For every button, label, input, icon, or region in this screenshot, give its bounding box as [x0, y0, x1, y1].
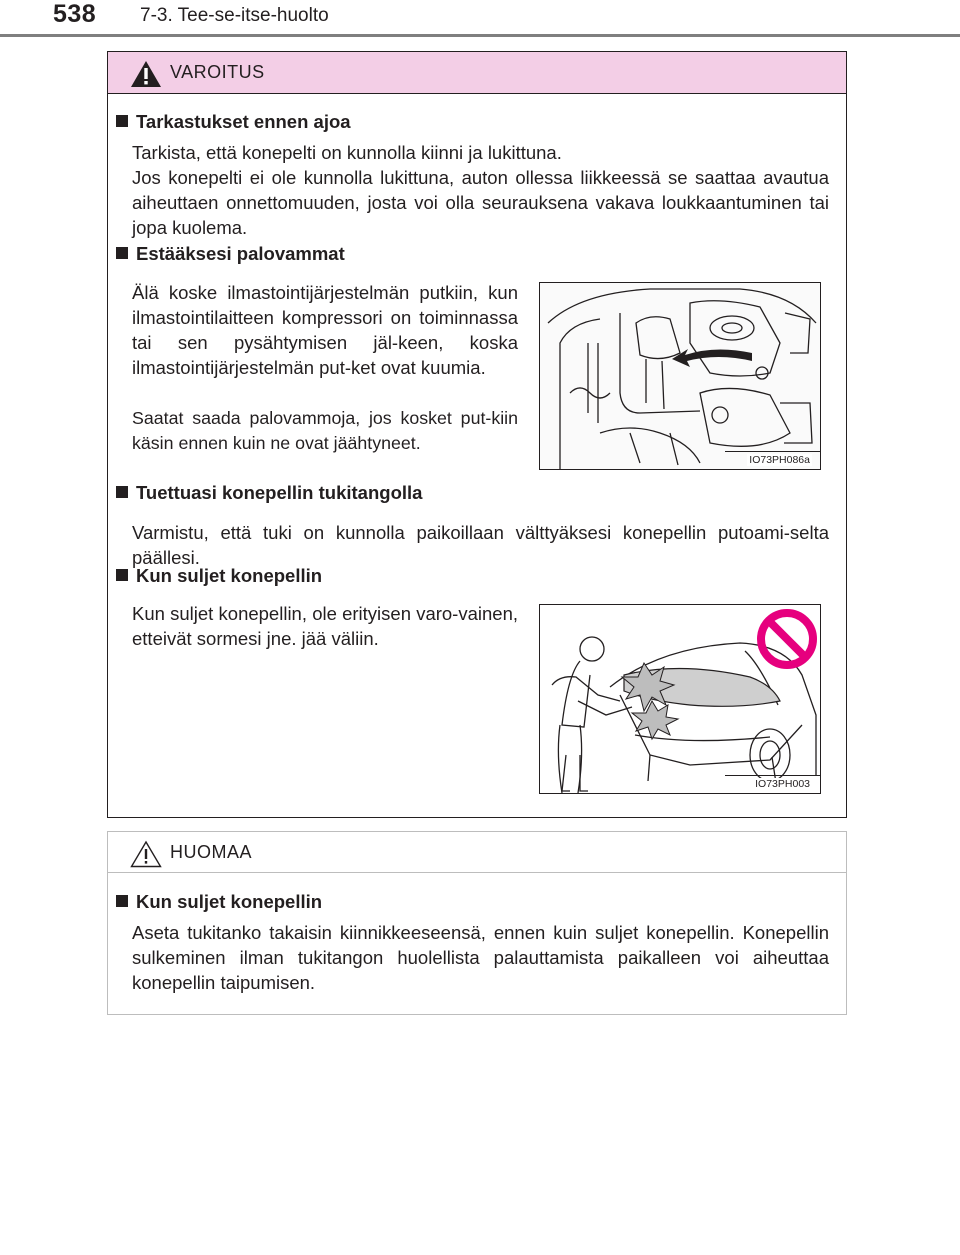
bullet-square-icon — [116, 486, 128, 498]
warning-heading-support-rod — [116, 482, 422, 504]
notice-header — [108, 832, 846, 873]
inspection-text-2: Jos konepelti ei ole kunnolla lukittuna, auton ollessa liikkeessä se saattaa avautua aiheuttaen onnettomuuden, josta voi olla seurauksena vakava loukkaantuminen tai jopa kuolema. — [132, 167, 829, 238]
heading-text: Kun suljet konepellin — [136, 891, 323, 912]
warning-triangle-icon — [130, 60, 162, 88]
bullet-square-icon — [116, 569, 128, 581]
engine-bay-illustration — [540, 283, 821, 470]
figure-code-rule — [725, 775, 820, 776]
heading-text: Tuettuasi konepellin tukitangolla — [136, 482, 423, 503]
bullet-square-icon — [116, 115, 128, 127]
bullet-square-icon — [116, 895, 128, 907]
notice-heading-closing-hood — [116, 891, 322, 913]
header-divider — [0, 34, 960, 37]
heading-text: Kun suljet konepellin — [136, 565, 323, 586]
support-rod-text: Varmistu, että tuki on kunnolla paikoillaan välttyäksesi konepellin putoami-selta päällesi. — [132, 522, 829, 568]
burns-text-1: Älä koske ilmastointijärjestelmän putkiin, kun ilmastointilaitteen kompressori on toiminnassa tai sen pysähtymisen jäl-keen, koska ilmastointijärjestelmän put-ket ovat kuumia. — [132, 282, 518, 378]
notice-title: HUOMAA — [170, 842, 253, 862]
inspection-text-1: Tarkista, että konepelti on kunnolla kiinni ja lukittuna. — [132, 142, 562, 163]
page-header — [0, 0, 960, 40]
warning-box — [107, 51, 847, 818]
burns-text-2: Saatat saada palovammoja, jos kosket put-kiin käsin ennen kuin ne ovat jäähtyneet. — [132, 408, 518, 453]
page-number: 538 — [53, 0, 97, 28]
figure-code: IO73PH003 — [755, 778, 810, 790]
bullet-square-icon — [116, 247, 128, 259]
warning-heading-closing-hood — [116, 565, 322, 587]
section-title: 7-3. Tee-se-itse-huolto — [140, 5, 329, 26]
caution-triangle-outline-icon — [130, 840, 162, 868]
heading-text: Estääksesi palovammat — [136, 243, 345, 264]
closing-hood-text: Kun suljet konepellin, ole erityisen varo-vainen, etteivät sormesi jne. jää väliin. — [132, 603, 518, 649]
closing-hood-figure — [539, 604, 821, 794]
warning-heading-burns — [116, 243, 345, 265]
closing-hood-illustration — [540, 605, 821, 794]
notice-text: Aseta tukitanko takaisin kiinnikkeeseensä, ennen kuin suljet konepellin. Konepellin sulkeminen ilman tukitangon huolellista palauttamista paikalleen voi aiheuttaa konepellin taipumisen. — [132, 922, 829, 993]
figure-code-rule — [725, 451, 820, 452]
notice-box — [107, 831, 847, 1015]
warning-header — [108, 52, 846, 94]
warning-title: VAROITUS — [170, 62, 265, 82]
warning-heading-inspection — [116, 111, 351, 133]
engine-bay-figure — [539, 282, 821, 470]
figure-code: IO73PH086a — [749, 454, 810, 466]
heading-text: Tarkastukset ennen ajoa — [136, 111, 351, 132]
